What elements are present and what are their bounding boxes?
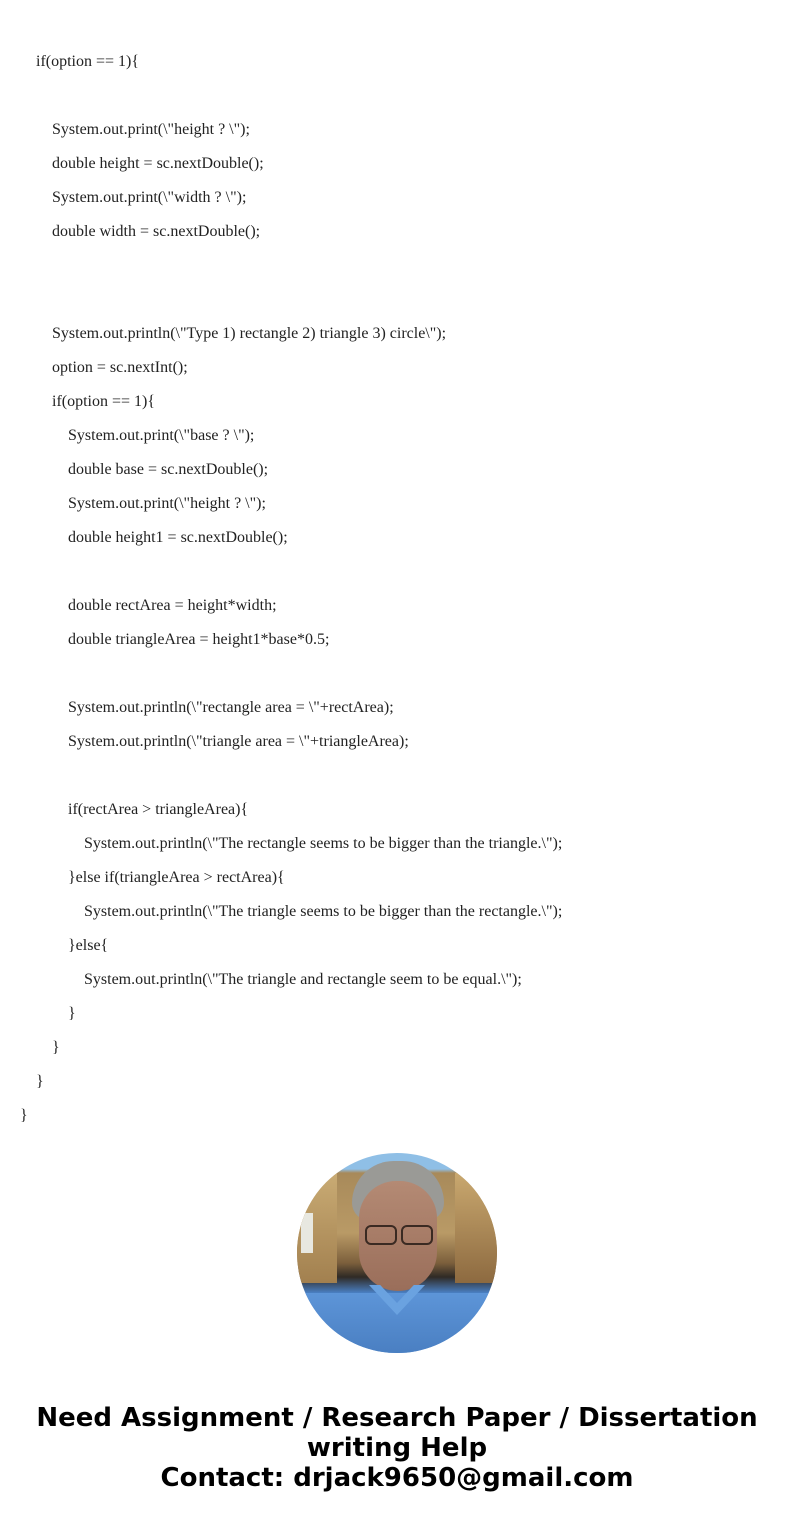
code-line: if(option == 1){: [52, 393, 156, 410]
code-line: System.out.println(\"The rectangle seems to be bigger than the triangle.\");: [84, 835, 563, 852]
code-line: double rectArea = height*width;: [68, 597, 277, 614]
wall-switch: [301, 1213, 313, 1253]
code-line: }: [20, 1107, 28, 1124]
code-line: }: [68, 1005, 76, 1022]
promo-line-2: writing Help: [306, 1433, 488, 1463]
code-line: System.out.println(\"rectangle area = \"+rectArea);: [68, 699, 394, 716]
code-line: System.out.print(\"height ? \");: [52, 121, 250, 138]
code-line: double triangleArea = height1*base*0.5;: [68, 631, 330, 648]
code-line: double width = sc.nextDouble();: [52, 223, 261, 240]
code-line: if(rectArea > triangleArea){: [68, 801, 249, 818]
code-line: System.out.println(\"The triangle seems to be bigger than the rectangle.\");: [84, 903, 563, 920]
shirt: [297, 1293, 497, 1353]
promo-line-1: Need Assignment / Research Paper / Dissertation: [36, 1403, 758, 1433]
code-line: System.out.println(\"Type 1) rectangle 2) triangle 3) circle\");: [52, 325, 447, 342]
code-line: }: [52, 1039, 60, 1056]
code-line: if(option == 1){: [36, 53, 140, 70]
code-line: }else if(triangleArea > rectArea){: [68, 869, 285, 886]
promo-banner: [0, 1403, 794, 1493]
code-line: double base = sc.nextDouble();: [68, 461, 269, 478]
code-line: System.out.print(\"base ? \");: [68, 427, 255, 444]
code-line: System.out.print(\"width ? \");: [52, 189, 247, 206]
glasses-icon: [363, 1225, 433, 1243]
code-line: }else{: [68, 937, 109, 954]
background-panel-right: [455, 1173, 497, 1283]
code-line: System.out.println(\"The triangle and rectangle seem to be equal.\");: [84, 971, 522, 988]
promo-contact: Contact: drjack9650@gmail.com: [160, 1463, 634, 1493]
author-avatar: [297, 1153, 497, 1353]
code-line: double height1 = sc.nextDouble();: [68, 529, 288, 546]
code-line: double height = sc.nextDouble();: [52, 155, 264, 172]
code-line: System.out.print(\"height ? \");: [68, 495, 266, 512]
code-line: System.out.println(\"triangle area = \"+triangleArea);: [68, 733, 409, 750]
code-line: option = sc.nextInt();: [52, 359, 188, 376]
code-line: }: [36, 1073, 44, 1090]
